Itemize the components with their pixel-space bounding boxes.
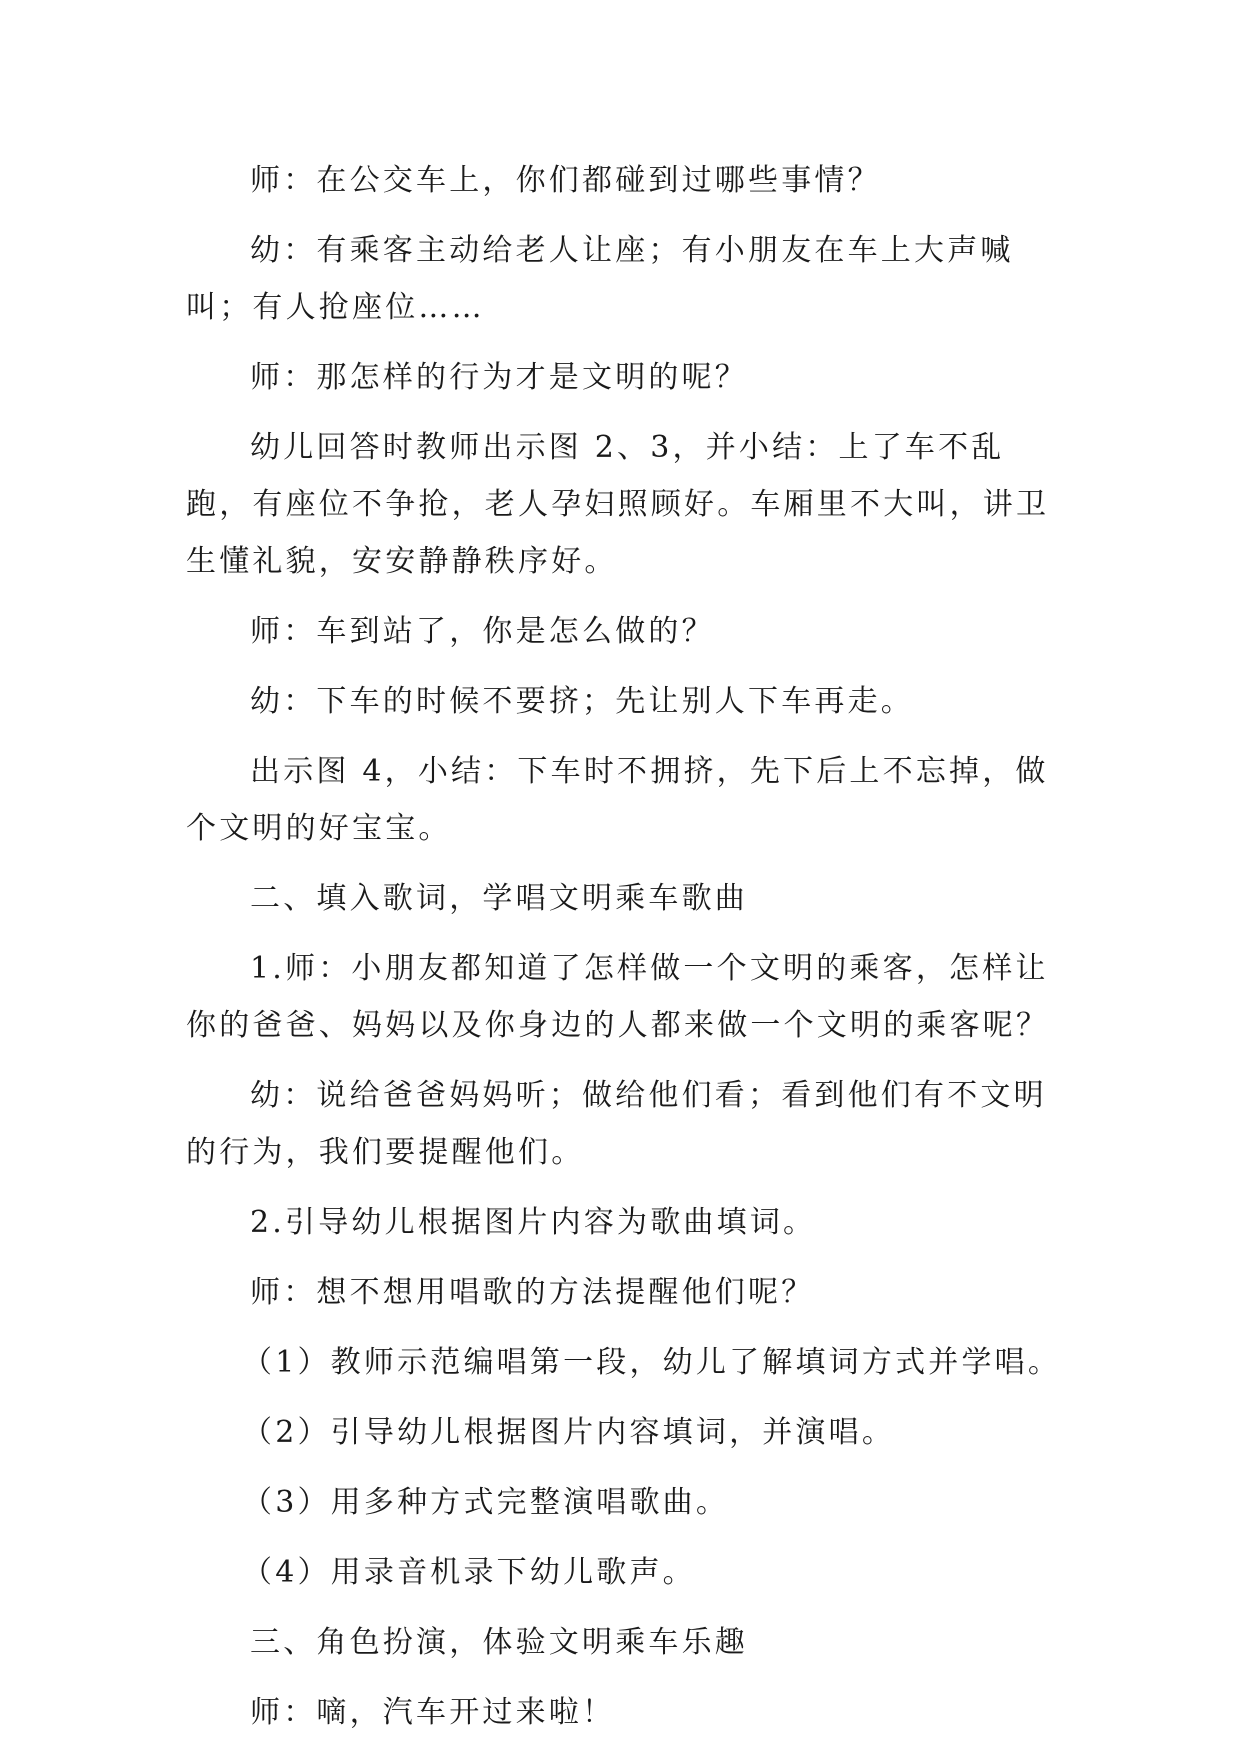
- section-heading: 三、角色扮演，体验文明乘车乐趣: [250, 1625, 748, 1660]
- document-body: [186, 152, 1062, 1754]
- paragraph: 幼：有乘客主动给老人让座；有小朋友在车上大声喊叫；有人抢座位……: [186, 233, 1014, 325]
- list-item: （4）用录音机录下幼儿歌声。: [242, 1555, 696, 1590]
- paragraph: 师：想不想用唱歌的方法提醒他们呢？: [250, 1275, 815, 1310]
- paragraph: 1.师：小朋友都知道了怎样做一个文明的乘客，怎样让你的爸爸、妈妈以及你身边的人都来做一个文明的乘客呢？: [186, 951, 1050, 1043]
- paragraph: 师：嘀，汽车开过来啦！: [250, 1695, 616, 1730]
- list-item: （1）教师示范编唱第一段，幼儿了解填词方式并学唱。: [242, 1345, 1062, 1380]
- paragraph: 幼：下车的时候不要挤；先让别人下车再走。: [250, 684, 914, 719]
- paragraph: 出示图 4，小结：下车时不拥挤，先下后上不忘掉，做个文明的好宝宝。: [186, 754, 1049, 846]
- paragraph: 师：车到站了，你是怎么做的？: [250, 614, 715, 649]
- paragraph: 幼：说给爸爸妈妈听；做给他们看；看到他们有不文明的行为，我们要提醒他们。: [186, 1078, 1047, 1170]
- paragraph: 2.引导幼儿根据图片内容为歌曲填词。: [250, 1205, 817, 1240]
- paragraph: 幼儿回答时教师出示图 2、3，并小结：上了车不乱跑，有座位不争抢，老人孕妇照顾好。车厢里不大叫，讲卫生懂礼貌，安安静静秩序好。: [186, 430, 1050, 579]
- paragraph: 师：那怎样的行为才是文明的呢？: [250, 360, 748, 395]
- list-item: （2）引导幼儿根据图片内容填词，并演唱。: [242, 1415, 896, 1450]
- paragraph: 师：在公交车上，你们都碰到过哪些事情？: [250, 163, 881, 198]
- section-heading: 二、填入歌词，学唱文明乘车歌曲: [250, 881, 748, 916]
- list-item: （3）用多种方式完整演唱歌曲。: [242, 1485, 730, 1520]
